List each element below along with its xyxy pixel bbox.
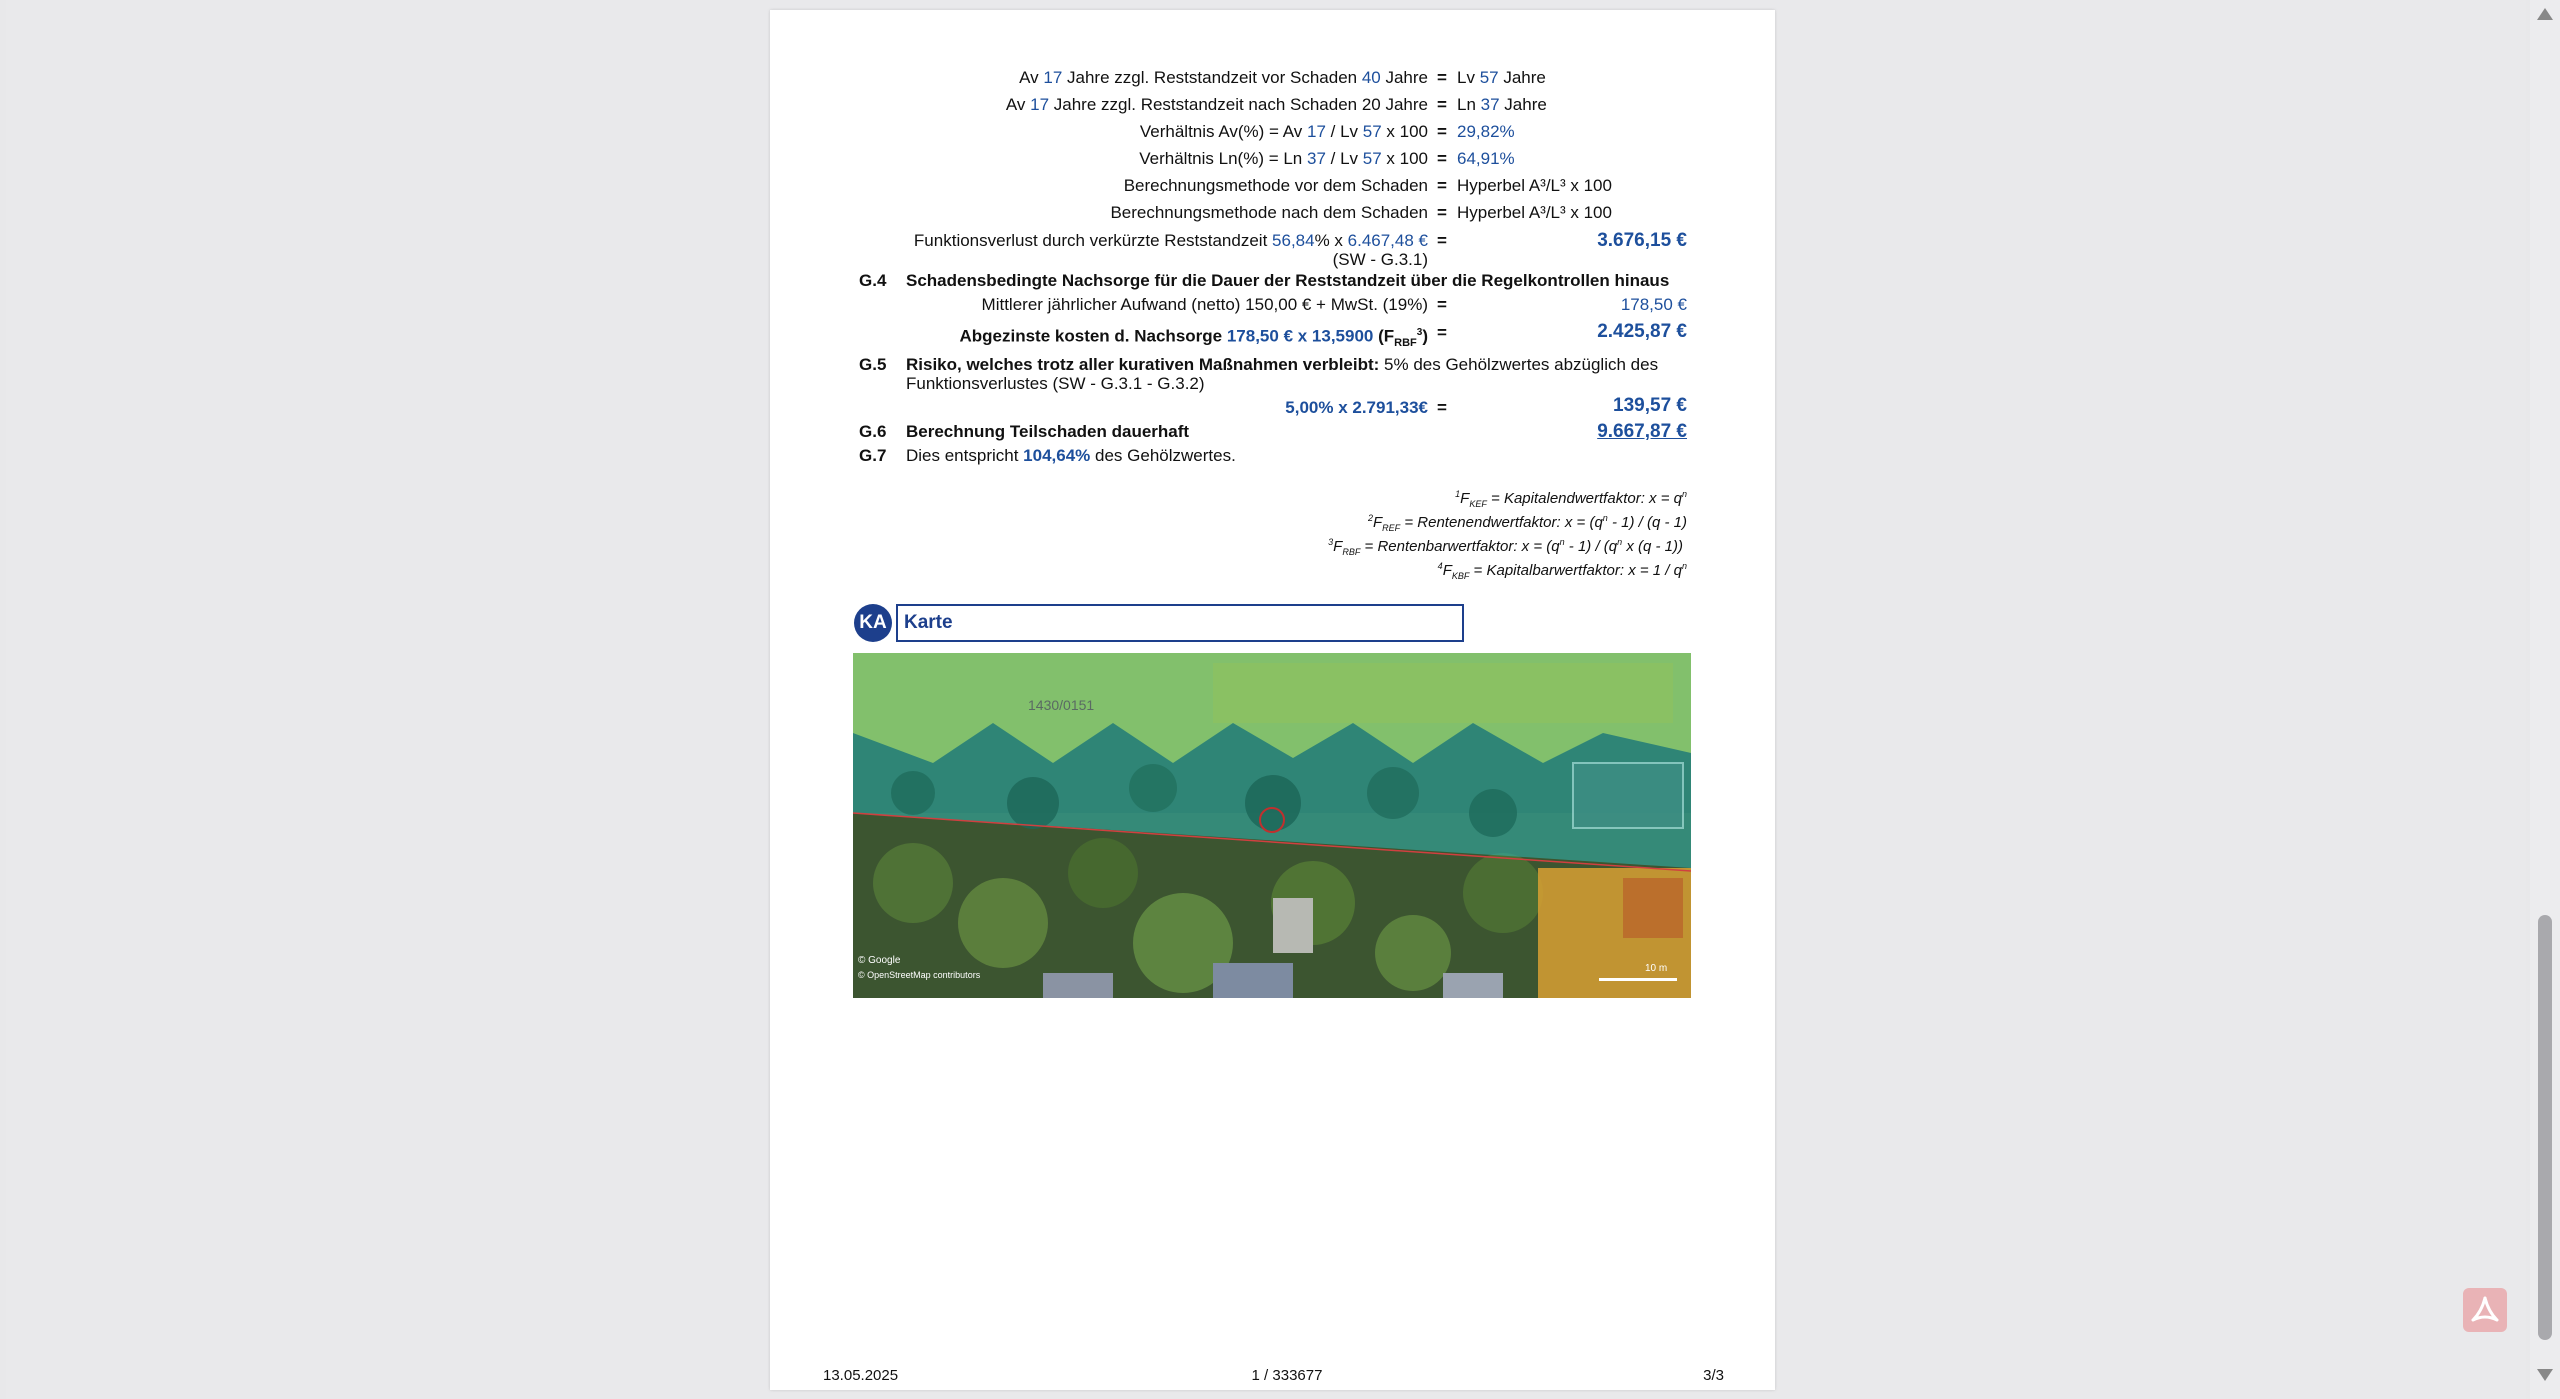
g4-abgezinst bbox=[960, 323, 1429, 353]
value: 104,64% bbox=[1023, 446, 1091, 465]
equals-sign: = bbox=[1437, 176, 1447, 195]
g4-title: Schadensbedingte Nachsorge für die Dauer der Reststandzeit über die Regelkontrollen hinaus bbox=[906, 271, 1670, 290]
row-verhaeltnis-ln bbox=[1139, 149, 1428, 169]
text: Lv bbox=[1457, 68, 1480, 87]
value: 6.467,48 € bbox=[1347, 231, 1428, 250]
subscript: RBF bbox=[1342, 547, 1361, 557]
value: 57 bbox=[1362, 122, 1382, 141]
lv-value bbox=[1457, 68, 1546, 88]
value: 17 bbox=[1030, 95, 1050, 114]
map-image bbox=[853, 653, 1691, 998]
g5-text bbox=[906, 355, 1658, 375]
text: = Rentenbarwertfaktor: x = (q bbox=[1360, 538, 1560, 555]
section-code: G.6 bbox=[859, 422, 887, 441]
equals-sign: = bbox=[1437, 149, 1447, 168]
superscript: 3 bbox=[1416, 327, 1423, 338]
g5-value: 139,57 € bbox=[1613, 395, 1687, 416]
superscript: n bbox=[1681, 561, 1687, 571]
equals-sign: = bbox=[1437, 398, 1447, 417]
map-credit-google: © Google bbox=[858, 955, 901, 966]
ln-value bbox=[1457, 95, 1547, 115]
text: Verhältnis Av(%) = Av bbox=[1139, 122, 1307, 141]
subscript: KEF bbox=[1469, 499, 1487, 509]
g6-title: Berechnung Teilschaden dauerhaft bbox=[906, 422, 1190, 441]
av-percent: 29,82% bbox=[1457, 122, 1515, 141]
row-verhaeltnis-av bbox=[1140, 122, 1428, 142]
text: - 1) / (q - 1) bbox=[1607, 514, 1687, 531]
text: (F bbox=[1373, 326, 1395, 346]
text: = Kapitalbarwertfaktor: x = 1 / q bbox=[1469, 562, 1682, 579]
acrobat-icon bbox=[2463, 1288, 2507, 1332]
text: Dies entspricht bbox=[906, 446, 1024, 465]
scroll-up-icon[interactable] bbox=[2537, 8, 2553, 20]
text: / Lv bbox=[1325, 122, 1363, 141]
text: Funktionsverlust durch verkürzte Reststandzeit bbox=[913, 231, 1273, 250]
text: x 100 bbox=[1381, 122, 1428, 141]
value: 178,50 € x 13,5900 bbox=[1226, 326, 1374, 346]
map-scale-label: 10 m bbox=[1645, 963, 1668, 974]
text: Jahre bbox=[1498, 68, 1546, 87]
pdf-tools-button[interactable] bbox=[2463, 1288, 2507, 1332]
methode-vor-value: Hyperbel A³/L³ x 100 bbox=[1457, 176, 1612, 195]
superscript: n bbox=[1559, 537, 1565, 547]
funktionsverlust-value: 3.676,15 € bbox=[1597, 230, 1687, 251]
text: Jahre zzgl. Reststandzeit nach Schaden 20 Jahre bbox=[1049, 95, 1428, 114]
section-code: G.5 bbox=[859, 355, 887, 374]
funktionsverlust-ref: (SW - G.3.1) bbox=[1332, 250, 1428, 269]
superscript: 2 bbox=[1367, 513, 1373, 523]
section-code: G.7 bbox=[859, 446, 887, 465]
footer-page-number: 3/3 bbox=[1703, 1367, 1724, 1384]
aerial-map bbox=[853, 653, 1691, 998]
equals-sign: = bbox=[1437, 122, 1447, 141]
footer-date: 13.05.2025 bbox=[823, 1367, 899, 1384]
subscript: RBF bbox=[1394, 337, 1417, 350]
text: Jahre bbox=[1380, 68, 1428, 87]
g4-abgezinst-value: 2.425,87 € bbox=[1597, 321, 1687, 342]
footnote-kbf bbox=[1438, 557, 1687, 585]
text: Jahre bbox=[1499, 95, 1547, 114]
value: 56,84 bbox=[1272, 231, 1315, 250]
g5-text-2: Funktionsverlustes (SW - G.3.1 - G.3.2) bbox=[906, 374, 1205, 393]
value: 17 bbox=[1306, 122, 1326, 141]
text: = Kapitalendwertfaktor: x = q bbox=[1486, 490, 1682, 507]
text: ) bbox=[1422, 326, 1428, 346]
scroll-down-icon[interactable] bbox=[2537, 1369, 2553, 1381]
section-title-karte: Karte bbox=[896, 604, 1464, 642]
section-code: G.4 bbox=[859, 271, 887, 290]
row-av-vor bbox=[1019, 68, 1428, 88]
superscript: 4 bbox=[1437, 561, 1443, 571]
vertical-scrollbar[interactable] bbox=[2530, 0, 2560, 1399]
subscript: REF bbox=[1382, 523, 1401, 533]
g5-calc: 5,00% x 2.791,33€ bbox=[1285, 398, 1428, 417]
equals-sign: = bbox=[1437, 203, 1447, 222]
g5-title: Risiko, welches trotz aller kurativen Maßnahmen verbleibt: bbox=[906, 355, 1380, 374]
superscript: 3 bbox=[1328, 537, 1334, 547]
footer-reference: 1 / 333677 bbox=[1251, 1367, 1323, 1384]
text: - 1) / (q bbox=[1564, 538, 1618, 555]
text: Av bbox=[1019, 68, 1044, 87]
equals-sign: = bbox=[1437, 95, 1447, 114]
equals-sign: = bbox=[1437, 323, 1447, 342]
value: 40 bbox=[1361, 68, 1381, 87]
text: F bbox=[1460, 490, 1470, 507]
text: x 100 bbox=[1381, 149, 1428, 168]
equals-sign: = bbox=[1437, 295, 1447, 314]
value: 37 bbox=[1480, 95, 1500, 114]
text: F bbox=[1373, 514, 1383, 531]
superscript: n bbox=[1681, 489, 1687, 499]
value: 57 bbox=[1479, 68, 1499, 87]
ln-percent: 64,91% bbox=[1457, 149, 1515, 168]
text: Verhältnis Ln(%) = Ln bbox=[1139, 149, 1307, 168]
superscript: n bbox=[1617, 537, 1623, 547]
parcel-label: 1430/0151 bbox=[1028, 697, 1095, 713]
subscript: KBF bbox=[1451, 571, 1470, 581]
row-methode-nach: Berechnungsmethode nach dem Schaden bbox=[1110, 203, 1428, 222]
value: 37 bbox=[1306, 149, 1326, 168]
row-av-nach bbox=[1006, 95, 1428, 115]
pdf-viewer bbox=[6, 0, 2526, 1399]
equals-sign: = bbox=[1437, 68, 1447, 87]
map-credit-osm: © OpenStreetMap contributors bbox=[858, 970, 981, 980]
g4-aufwand-value: 178,50 € bbox=[1620, 295, 1687, 314]
text: Abgezinste kosten d. Nachsorge bbox=[959, 326, 1227, 346]
section-badge: KA bbox=[854, 604, 892, 642]
text: F bbox=[1442, 562, 1452, 579]
document-page bbox=[770, 10, 1775, 1390]
superscript: n bbox=[1602, 513, 1608, 523]
scrollbar-thumb[interactable] bbox=[2538, 915, 2552, 1340]
text: % x bbox=[1314, 231, 1348, 250]
value: 57 bbox=[1362, 149, 1382, 168]
text: Jahre zzgl. Reststandzeit vor Schaden bbox=[1062, 68, 1362, 87]
superscript: 1 bbox=[1455, 489, 1461, 499]
methode-nach-value: Hyperbel A³/L³ x 100 bbox=[1457, 203, 1612, 222]
text: 5% des Gehölzwertes abzüglich des bbox=[1379, 355, 1659, 374]
g6-value: 9.667,87 € bbox=[1597, 421, 1687, 442]
value: 17 bbox=[1043, 68, 1063, 87]
text: F bbox=[1333, 538, 1343, 555]
g4-aufwand: Mittlerer jährlicher Aufwand (netto) 150,00 € + MwSt. (19%) bbox=[981, 295, 1428, 314]
row-methode-vor: Berechnungsmethode vor dem Schaden bbox=[1123, 176, 1428, 195]
text: Ln bbox=[1457, 95, 1481, 114]
text: Av bbox=[1005, 95, 1031, 114]
text: = Rentenendwertfaktor: x = (q bbox=[1400, 514, 1603, 531]
equals-sign: = bbox=[1437, 231, 1447, 250]
g7-text bbox=[906, 446, 1236, 466]
text: des Gehölzwertes. bbox=[1090, 446, 1236, 465]
row-funktionsverlust bbox=[914, 231, 1428, 251]
text: / Lv bbox=[1325, 149, 1363, 168]
text: x (q - 1)) bbox=[1622, 538, 1683, 555]
